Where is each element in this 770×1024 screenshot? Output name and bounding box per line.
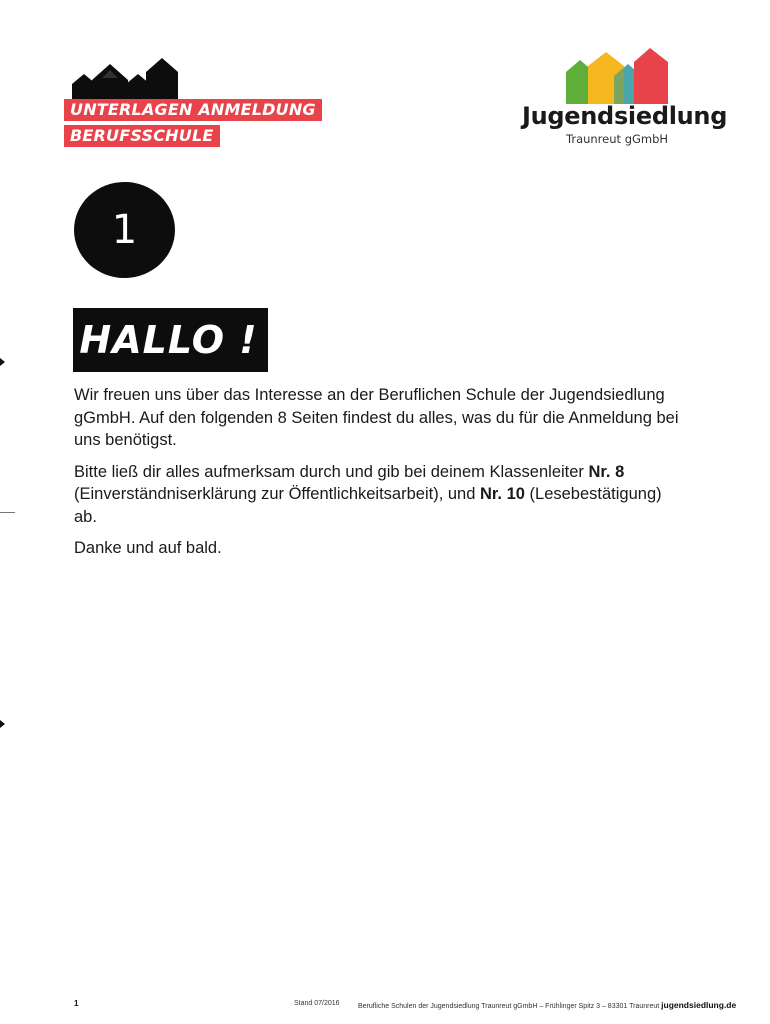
page-heading: HALLO ! (73, 308, 268, 372)
paragraph-intro: Wir freuen uns über das Interesse an der Beruflichen Schule der Jugendsiedlung gGmbH. Auf den folgenden 8 Seiten findest du alles, was du für die Anmeldung bei uns benötigst. (74, 386, 679, 449)
paragraph-instructions: Bitte ließ dir alles aufmerksam durch und gib bei deinem Klassenleiter Nr. 8 (Einverständniserklärung zur Öffentlichkeitsarbeit), und Nr. 10 (Lesebestätigung) ab. (74, 462, 662, 526)
page-number-badge: 1 (74, 182, 175, 278)
jugendsiedlung-logo (516, 48, 726, 148)
highlight-nr10: Nr. 10 (479, 485, 525, 503)
header-badge (64, 56, 314, 152)
fold-mark-icon (0, 720, 5, 728)
badge-title-line-2: BERUFSSCHULE (64, 125, 220, 147)
highlight-nr8: Nr. 8 (588, 462, 625, 481)
body-text (74, 384, 684, 569)
footer-page-number: 1 (74, 999, 79, 1008)
badge-title-line-1: UNTERLAGEN ANMELDUNG (64, 99, 322, 121)
footer-website-link[interactable]: jugendsiedlung.de (661, 1000, 737, 1010)
punch-mark (0, 512, 15, 513)
footer-stand: Stand 07/2016 (294, 1000, 340, 1007)
fold-mark-icon (0, 358, 5, 366)
logo-name: Jugendsiedlung (522, 102, 728, 130)
logo-subtitle: Traunreut gGmbH (566, 132, 669, 146)
logo-houses-icon (564, 48, 672, 104)
page-footer (0, 998, 770, 1012)
paragraph-closing: Danke und auf bald. (74, 539, 222, 557)
footer-address: Berufliche Schulen der Jugendsiedlung Traunreut gGmbH – Frühlinger Spitz 3 – 83301 Traunreut jugendsiedlung.de (358, 1000, 737, 1010)
houses-icon (72, 56, 182, 100)
